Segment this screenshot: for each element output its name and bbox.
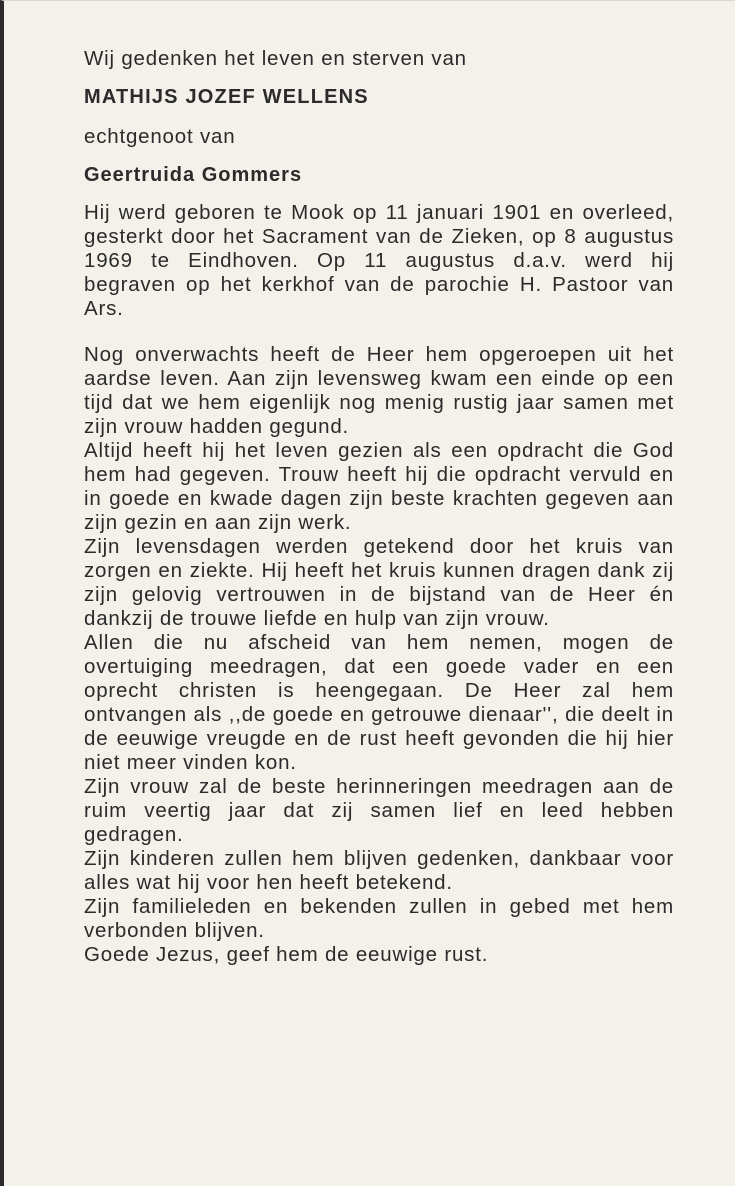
card-text	[84, 47, 674, 967]
paragraph-4: Allen die nu afscheid van hem nemen, mogen de overtuiging meedragen, dat een goede vader en een oprecht christen is heengegaan. De Heer zal hem ontvangen als ,,de goede en getrouwe dienaar'', die deelt in de eeuwige vreugde en de rust heeft gevonden die hij hier niet meer vinden kon.	[84, 631, 674, 774]
paragraph-3: Zijn levensdagen werden getekend door het kruis van zorgen en ziekte. Hij heeft het kruis kunnen dragen dank zij zijn gelovig vertrouwen in de bijstand van de Heer én dankzij de trouwe liefde en hulp van zijn vrouw.	[84, 535, 674, 630]
spouse-name: Geertruida Gommers	[84, 164, 303, 186]
intro-line: Wij gedenken het leven en sterven van	[84, 47, 467, 70]
spouse-label: echtgenoot van	[84, 125, 236, 148]
paragraph-8: Goede Jezus, geef hem de eeuwige rust.	[84, 943, 489, 966]
paragraph-5: Zijn vrouw zal de beste herinneringen meedragen aan de ruim veertig jaar dat zij samen lief en leed hebben gedragen.	[84, 775, 674, 846]
biography-paragraph: Hij werd geboren te Mook op 11 januari 1901 en overleed, gesterkt door het Sacrament van de Zieken, op 8 augustus 1969 te Eindhoven. Op 11 augustus d.a.v. werd hij begraven op het kerkhof van de parochie H. Pastoor van Ars.	[84, 201, 674, 320]
paragraph-6: Zijn kinderen zullen hem blijven gedenken, dankbaar voor alles wat hij voor hen heeft betekend.	[84, 847, 674, 894]
paragraph-1: Nog onverwachts heeft de Heer hem opgeroepen uit het aardse leven. Aan zijn levensweg kwam een einde op een tijd dat we hem eigenlijk nog menig rustig jaar samen met zijn vrouw hadden gegund.	[84, 343, 674, 438]
paragraph-2: Altijd heeft hij het leven gezien als een opdracht die God hem had gegeven. Trouw heeft hij die opdracht vervuld en in goede en kwade dagen zijn beste krachten gegeven aan zijn gezin en aan zijn werk.	[84, 439, 674, 534]
paragraph-7: Zijn familieleden en bekenden zullen in gebed met hem verbonden blijven.	[84, 895, 674, 942]
deceased-name: MATHIJS JOZEF WELLENS	[84, 86, 369, 108]
